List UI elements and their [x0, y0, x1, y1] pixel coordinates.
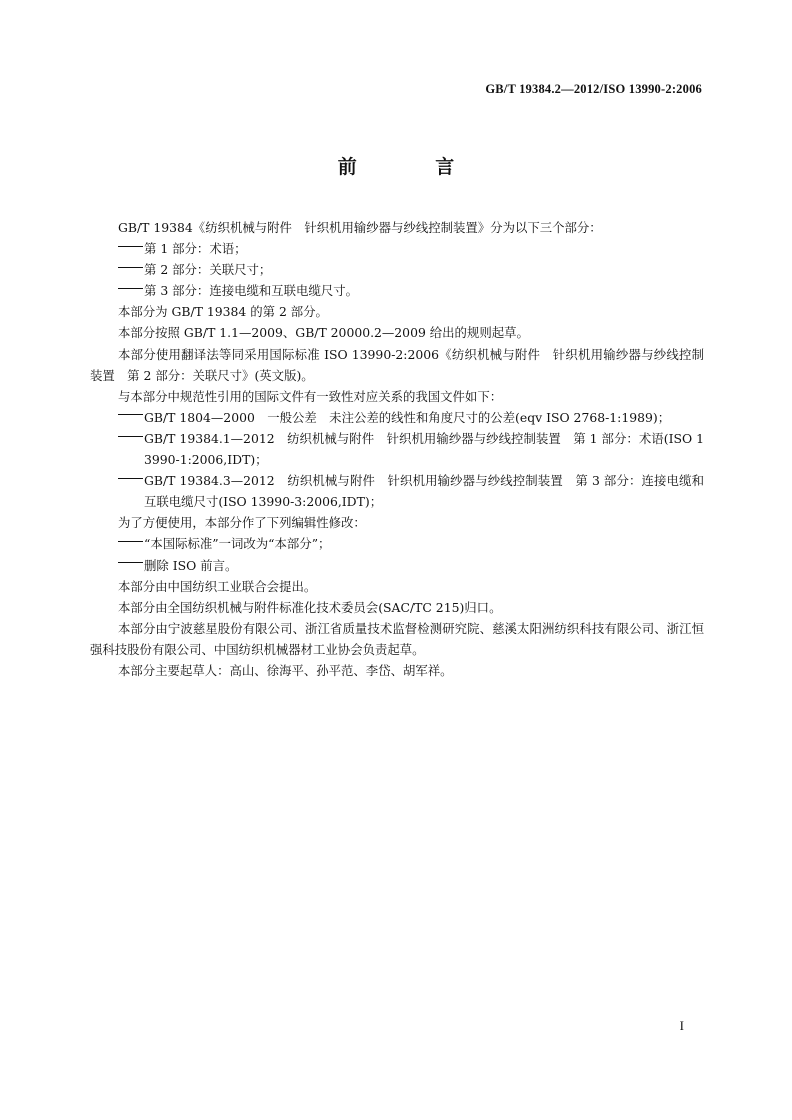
page-number: I — [679, 1018, 684, 1033]
list-item-text: 第 3 部分：连接电缆和互联电缆尺寸。 — [144, 283, 359, 299]
dash-marker — [118, 262, 144, 274]
paragraph-drafters: 本部分主要起草人：高山、徐海平、孙平范、李岱、胡军祥。 — [118, 662, 453, 678]
paragraph-administered-by: 本部分由全国纺织机械与附件标准化技术委员会(SAC/TC 215)归口。 — [118, 599, 502, 615]
standard-number-header: GB/T 19384.2—2012/ISO 13990-2:2006 — [485, 82, 702, 96]
list-item-text: 删除 ISO 前言。 — [144, 557, 238, 573]
dash-marker — [118, 473, 144, 485]
paragraph-editorial-changes: 为了方便使用，本部分作了下列编辑性修改： — [118, 515, 366, 531]
list-item-part1 — [90, 238, 704, 259]
list-item-part2 — [90, 259, 704, 280]
list-item-ref-gbt19384-1 — [90, 428, 704, 470]
section-title: 前 言 — [337, 156, 491, 178]
list-item-text: 第 2 部分：关联尺寸； — [144, 262, 272, 278]
paragraph-normative-refs: 与本部分中规范性引用的国际文件有一致性对应关系的我国文件如下： — [118, 388, 503, 404]
list-item-change-foreword — [90, 555, 704, 576]
paragraph-proposed-by: 本部分由中国纺织工业联合会提出。 — [118, 578, 317, 594]
dash-marker — [118, 431, 144, 443]
dash-marker — [118, 283, 144, 295]
foreword-body — [90, 217, 704, 681]
paragraph-adoption: 本部分使用翻译法等同采用国际标准 ISO 13990-2:2006《纺织机械与附件 针织机用输纱器与纱线控制装置 第 2 部分：关联尺寸》(英文版)。 — [90, 346, 704, 383]
paragraph-part-statement: 本部分为 GB/T 19384 的第 2 部分。 — [118, 304, 328, 320]
paragraph-drafting-organizations: 本部分由宁波慈星股份有限公司、浙江省质量技术监督检测研究院、慈溪太阳洲纺织科技有限公司、浙江恒强科技股份有限公司、中国纺织机械器材工业协会负责起草。 — [90, 620, 704, 657]
list-item-change-term — [90, 533, 704, 554]
list-item-text: “本国际标准”一词改为“本部分”； — [144, 536, 331, 552]
paragraph-series-intro: GB/T 19384《纺织机械与附件 针织机用输纱器与纱线控制装置》分为以下三个部分： — [118, 220, 602, 235]
list-item-text: 第 1 部分：术语； — [144, 241, 247, 257]
list-item-text: GB/T 19384.1—2012 纺织机械与附件 针织机用输纱器与纱线控制装置 第 1 部分：术语(ISO 13990-1:2006,IDT)； — [144, 430, 704, 468]
list-item-ref-gbt19384-3 — [90, 470, 704, 512]
dash-marker — [118, 536, 144, 548]
list-item-text: GB/T 19384.3—2012 纺织机械与附件 针织机用输纱器与纱线控制装置 第 3 部分：连接电缆和互联电缆尺寸(ISO 13990-3:2006,IDT)； — [144, 473, 704, 510]
paragraph-drafting-rules: 本部分按照 GB/T 1.1—2009、GB/T 20000.2—2009 给出的规则起草。 — [118, 325, 529, 341]
dash-marker — [118, 241, 144, 253]
list-item-ref-gbt1804 — [90, 407, 704, 428]
dash-marker — [118, 557, 144, 569]
list-item-part3 — [90, 280, 704, 301]
list-item-text: GB/T 1804—2000 一般公差 未注公差的线性和角度尺寸的公差(eqv ISO 2768-1:1989)； — [144, 409, 671, 425]
dash-marker — [118, 409, 144, 421]
